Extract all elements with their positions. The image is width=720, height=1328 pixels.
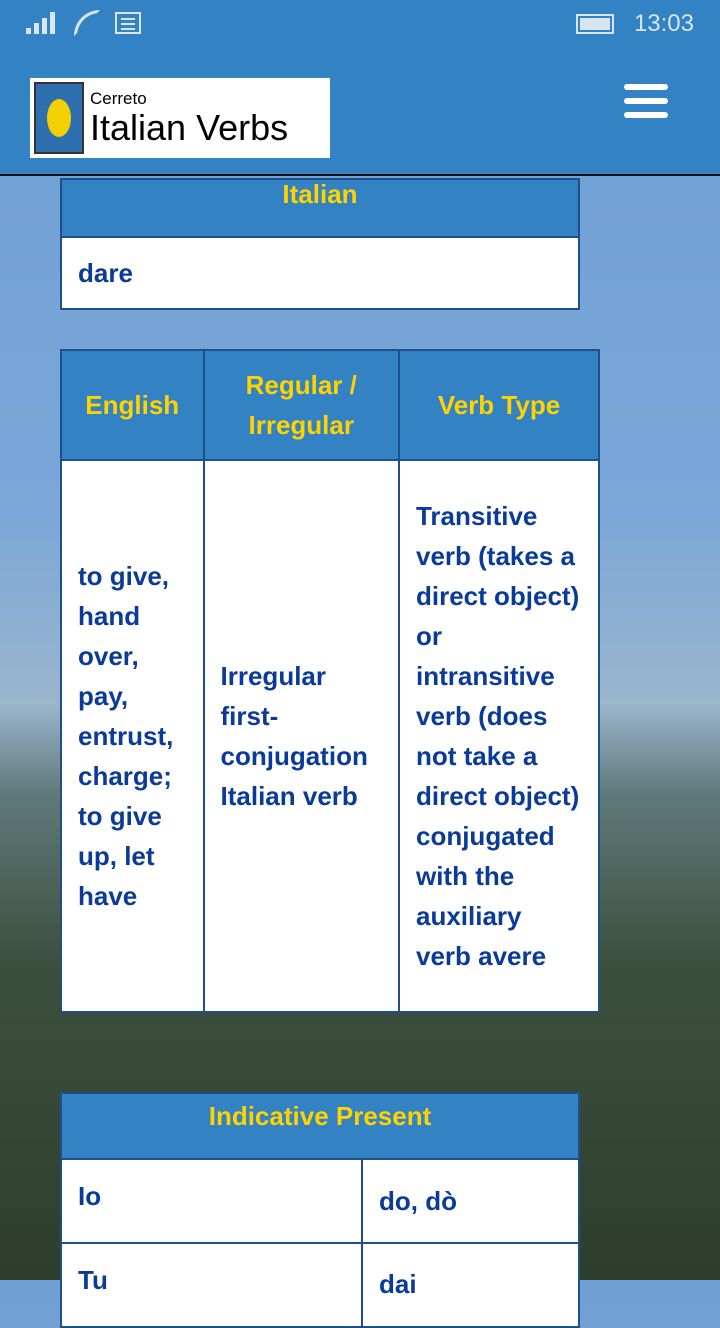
status-bar <box>0 0 720 50</box>
conjugated-form: dai <box>362 1243 579 1327</box>
pronoun: Tu <box>61 1243 362 1327</box>
regularity: Irregular first-conjugation Italian verb <box>204 460 399 1012</box>
verb-type: Transitive verb (takes a direct object) or intransitive verb (does not take a direct object) conjugated with the auxiliary verb avere <box>399 460 599 1012</box>
italian-verb: dare <box>61 237 579 309</box>
english-header: English <box>61 350 204 460</box>
clock: 13:03 <box>633 10 694 37</box>
wifi-icon <box>74 10 100 36</box>
battery-icon <box>576 14 614 34</box>
verb-info-table <box>60 349 600 1013</box>
indicative-present-header: Indicative Present <box>61 1093 579 1159</box>
book-lemon-icon <box>34 82 84 154</box>
message-icon <box>115 12 141 34</box>
indicative-present-table <box>60 1092 580 1328</box>
app-header <box>0 50 720 176</box>
table-row <box>61 1243 579 1327</box>
regular-irregular-header: Regular / Irregular <box>204 350 399 460</box>
hamburger-menu-icon[interactable] <box>624 84 668 118</box>
table-row <box>61 1159 579 1243</box>
english-translation: to give, hand over, pay, entrust, charge; to give up, let have <box>61 460 204 1012</box>
italian-table <box>60 178 580 310</box>
app-logo[interactable] <box>30 78 330 158</box>
logo-title: Italian Verbs <box>90 107 289 148</box>
logo-subtitle: Cerreto <box>90 89 147 108</box>
signal-icon <box>26 12 56 34</box>
verb-type-header: Verb Type <box>399 350 599 460</box>
pronoun: Io <box>61 1159 362 1243</box>
conjugated-form: do, dò <box>362 1159 579 1243</box>
italian-header: Italian <box>61 179 579 237</box>
